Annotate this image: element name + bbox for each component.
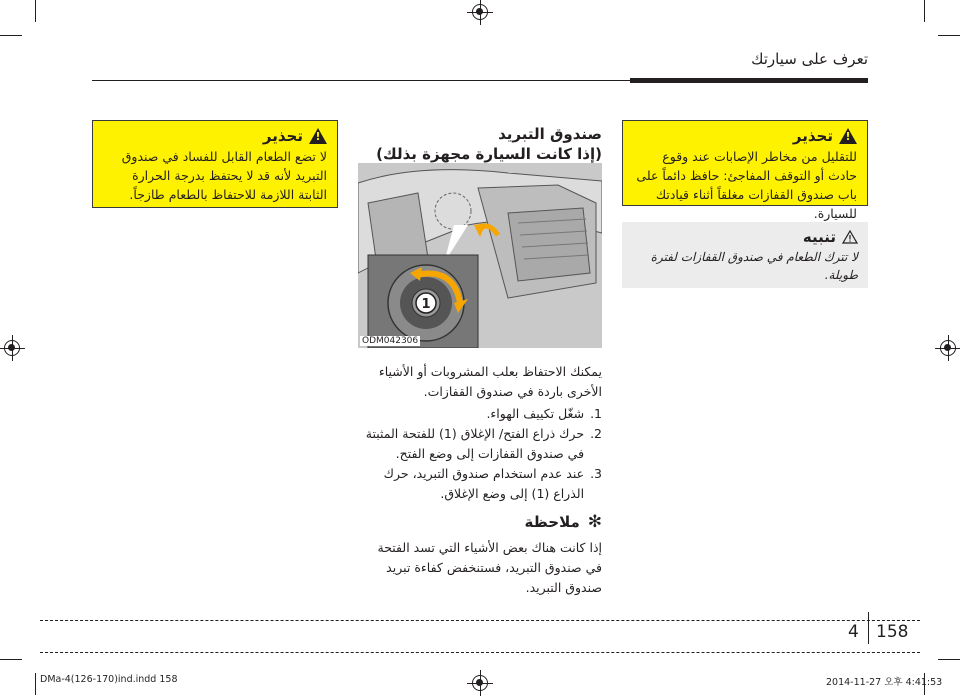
step-item xyxy=(358,464,602,504)
footer-dashed-rule xyxy=(40,620,920,621)
warning-header xyxy=(633,127,857,145)
intro-paragraph: يمكنك الاحتفاظ بعلب المشروبات أو الأشياء الأخرى باردة في صندوق القفازات. xyxy=(378,364,602,399)
heading-line-1: صندوق التبريد xyxy=(498,125,602,143)
image-code: ODM042306 xyxy=(362,336,419,346)
crop-mark xyxy=(924,0,925,22)
chapter-number: 4 xyxy=(848,622,859,642)
header-rule xyxy=(92,80,630,81)
registration-mark-icon xyxy=(472,4,488,20)
step-text: حرك ذراع الفتح/ الإغلاق (1) للفتحة المثبتة في صندوق القفازات إلى وضع الفتح. xyxy=(365,426,585,461)
crop-mark xyxy=(35,0,36,22)
steps-list xyxy=(358,404,602,504)
warning-box-food xyxy=(92,120,338,208)
step-number: 3. xyxy=(590,466,602,481)
warning-title: تحذير xyxy=(792,127,833,145)
cooling-box-heading xyxy=(358,124,602,164)
warning-title: تحذير xyxy=(262,127,303,145)
crop-mark xyxy=(0,659,22,660)
caution-text: لا تترك الطعام في صندوق القفازات لفترة طويلة. xyxy=(650,250,858,282)
note-paragraph: إذا كانت هناك بعض الأشياء التي تسد الفتحة في صندوق التبريد، فستنخفض كفاءة تبريد صندوق التبريد. xyxy=(377,540,602,595)
asterisk-icon: ✻ xyxy=(587,512,602,532)
registration-mark-icon xyxy=(940,340,956,356)
caution-title: تنبيه xyxy=(802,228,836,246)
warning-box-glovebox xyxy=(622,120,868,221)
step-text: عند عدم استخدام صندوق التبريد، حرك الذراع (1) إلى وضع الإغلاق. xyxy=(383,466,585,501)
step-number: 2. xyxy=(590,426,602,441)
step-number: 1. xyxy=(590,406,602,421)
warning-header xyxy=(103,127,327,145)
step-item xyxy=(358,404,602,424)
warning-triangle-icon: ! xyxy=(309,128,327,144)
heading-line-2: (إذا كانت السيارة مجهزة بذلك) xyxy=(376,145,602,163)
registration-mark-icon xyxy=(4,340,20,356)
footer-dashed-rule xyxy=(40,652,920,653)
note-heading: ملاحظة xyxy=(524,513,580,531)
crop-mark xyxy=(0,35,22,36)
crop-mark xyxy=(938,35,960,36)
page-number: 158 xyxy=(876,622,909,642)
caution-header xyxy=(632,228,858,246)
step-text: شغّل تكييف الهواء. xyxy=(486,406,585,421)
cooling-box-illustration xyxy=(358,163,602,348)
crop-mark xyxy=(35,673,36,695)
step-item xyxy=(358,424,602,464)
dashboard-drawing xyxy=(358,163,602,348)
header-rule-thick xyxy=(630,78,868,83)
date-info: 2014-11-27 오후 4:41:53 xyxy=(826,677,943,688)
caution-box xyxy=(622,222,868,288)
warning-text: للتقليل من مخاطر الإصابات عند وقوع حادث أو التوقف المفاجئ: حافظ دائماً على باب صندوق القفازات مغلقاً أثناء قيادتك للسيارة. xyxy=(636,149,857,221)
file-info: DMa-4(126-170)ind.indd 158 xyxy=(40,674,178,685)
caution-triangle-icon xyxy=(842,230,858,244)
warning-triangle-icon: ! xyxy=(839,128,857,144)
warning-text: لا تضع الطعام القابل للفساد في صندوق التبريد لأنه قد لا يحتفظ بدرجة الحرارة الثابتة اللازمة للاحتفاظ بالطعام طازجاً. xyxy=(121,149,327,202)
note-heading-row xyxy=(358,512,602,532)
section-title: تعرف على سيارتك xyxy=(751,50,868,68)
footer-divider xyxy=(868,612,869,644)
callout-number: 1 xyxy=(421,297,431,312)
crop-mark xyxy=(938,659,960,660)
registration-mark-icon xyxy=(472,675,488,691)
